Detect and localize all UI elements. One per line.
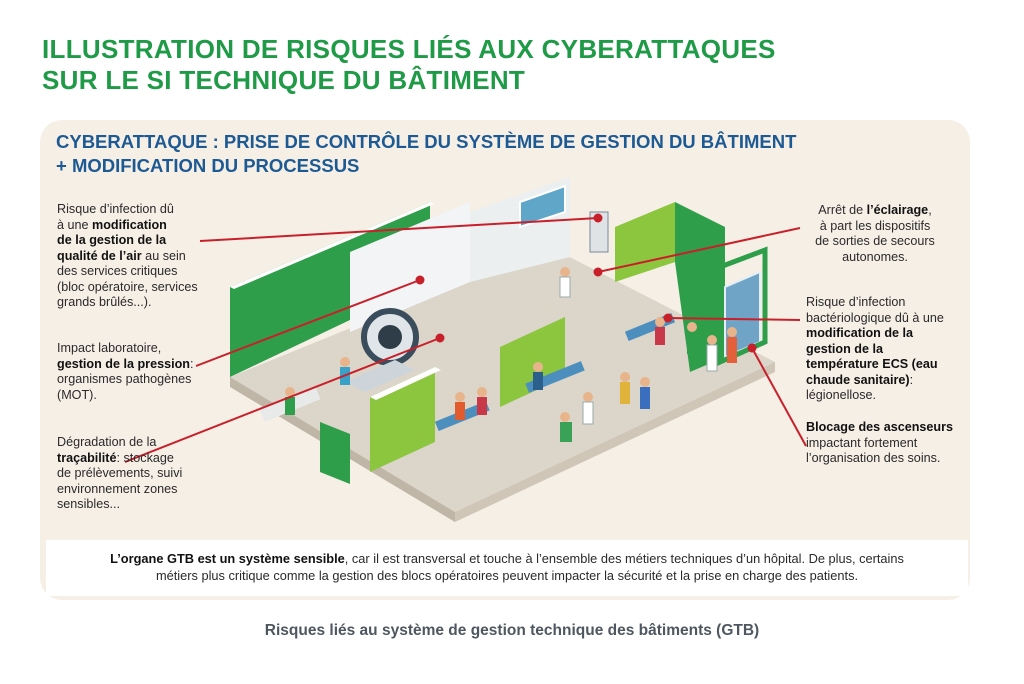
leader-elevators	[752, 348, 806, 446]
callout-ecs-line: chaude sanitaire):	[806, 372, 914, 387]
callout-air-line: à une modification	[57, 217, 167, 232]
callout-ecs-line: température ECS (eau	[806, 357, 938, 371]
callout-traceability-line: environnement zones	[57, 481, 178, 496]
callout-lighting	[795, 203, 955, 265]
gtb-note-line-1: , car il est transversal et touche à l’ensemble des métiers techniques d’un hôpital. De plus, certains	[344, 551, 904, 566]
callout-ecs-line: légionellose.	[806, 388, 877, 402]
callout-traceability	[57, 435, 237, 513]
callout-ecs-line: gestion de la	[806, 341, 883, 356]
callout-pressure-line: Impact laboratoire,	[57, 341, 162, 355]
panel-title-line-1: CYBERATTAQUE : PRISE DE CONTRÔLE DU SYSTÈME DE GESTION DU BÂTIMENT	[56, 131, 797, 152]
gtb-note-bold: L’organe GTB est un système sensible	[110, 551, 345, 566]
gtb-note	[46, 540, 968, 596]
callout-elevators-line: l’organisation des soins.	[806, 451, 941, 465]
callout-ecs-line: modification de la	[806, 326, 914, 340]
gtb-note-line-2: métiers plus critique comme la gestion des blocs opératoires peuvent impacter la sécurité et la prise en charge des patients.	[155, 568, 859, 583]
leader-ecs	[668, 318, 800, 320]
panel-title-line-2: + MODIFICATION DU PROCESSUS	[56, 155, 360, 176]
callout-air-quality	[57, 202, 237, 311]
callout-pressure	[57, 341, 237, 403]
callout-lighting-line: de sorties de secours	[815, 234, 935, 248]
main-title-line-1: ILLUSTRATION DE RISQUES LIÉS AUX CYBERATTAQUES	[42, 34, 776, 64]
callout-air-line: des services critiques	[57, 264, 178, 278]
main-title-line-2: SUR LE SI TECHNIQUE DU BÂTIMENT	[42, 65, 526, 95]
callout-traceability-line: Dégradation de la	[57, 435, 157, 449]
callout-air-line: grands brûlés...).	[57, 295, 152, 309]
callout-elevators	[806, 420, 976, 467]
callout-traceability-line: traçabilité: stockage	[57, 450, 174, 465]
callout-pressure-line: gestion de la pression:	[57, 356, 194, 371]
leader-lighting	[598, 228, 800, 272]
callout-pressure-line: (MOT).	[57, 387, 97, 402]
callout-ecs-line: Risque d’infection	[806, 295, 906, 309]
callout-ecs-line: bactériologique dû à une	[806, 310, 944, 325]
callout-pressure-line: organismes pathogènes	[57, 372, 192, 386]
callout-ecs	[806, 295, 976, 404]
callout-traceability-line: sensibles...	[57, 497, 120, 511]
callout-elevators-line: Blocage des ascenseurs	[806, 420, 954, 434]
callout-lighting-line: Arrêt de l’éclairage,	[818, 203, 932, 217]
callout-lighting-line: à part les dispositifs	[819, 218, 931, 233]
callout-air-line: de la gestion de la	[57, 233, 167, 247]
callout-air-line: qualité de l’air au sein	[57, 248, 186, 263]
callout-traceability-line: de prélèvements, suivi	[57, 466, 183, 480]
figure-caption: Risques liés au système de gestion technique des bâtiments (GTB)	[264, 622, 760, 639]
callout-elevators-line: impactant fortement	[806, 435, 918, 450]
callout-lighting-line: autonomes.	[842, 249, 908, 264]
callout-air-line: Risque d’infection dû	[57, 202, 174, 216]
callout-air-line: (bloc opératoire, services	[57, 279, 198, 294]
gtb-note-text	[46, 540, 968, 584]
leader-air	[200, 218, 598, 241]
